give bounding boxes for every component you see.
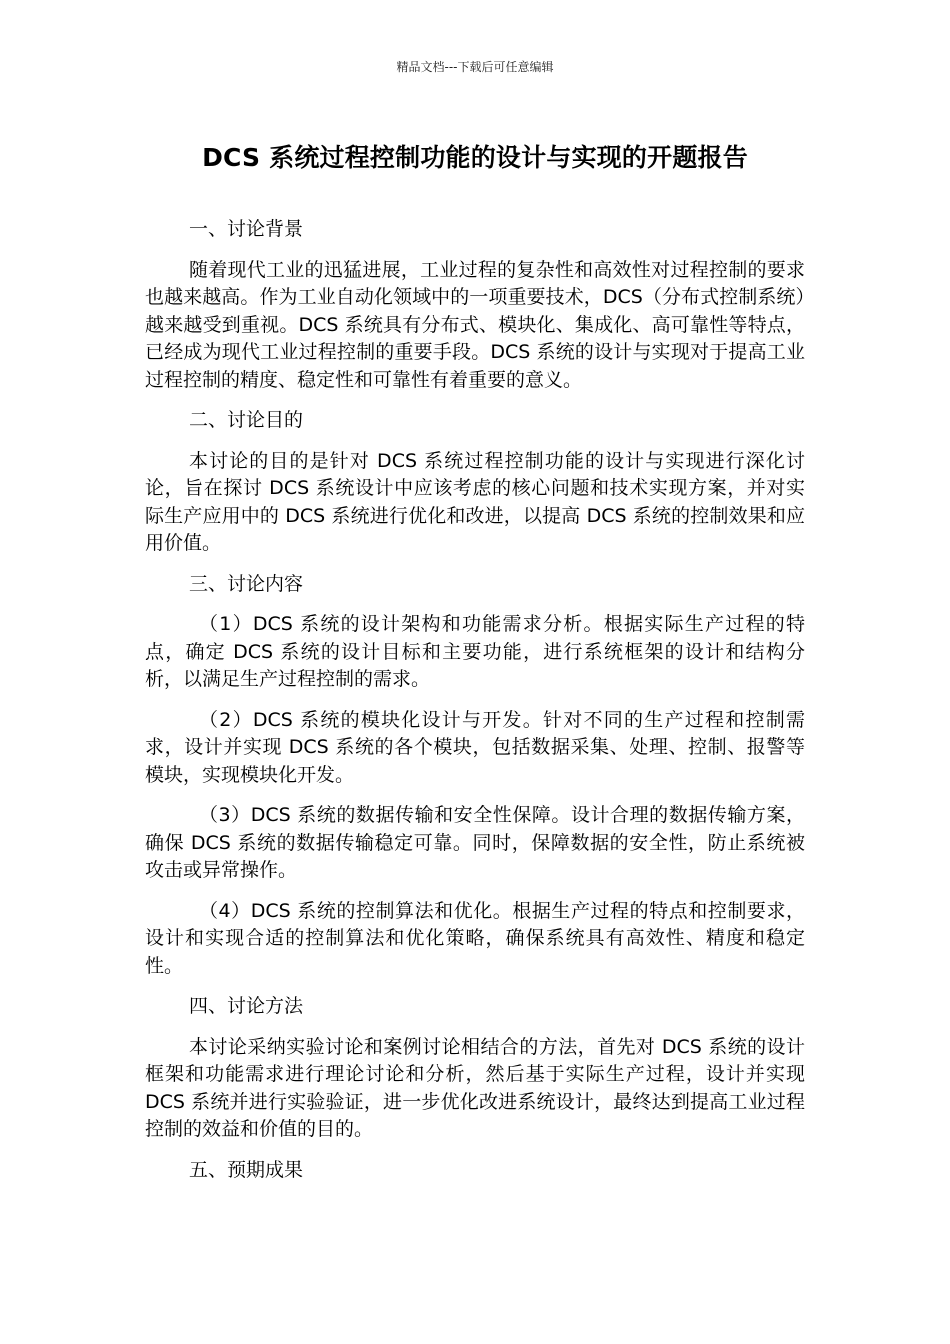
- content-item-4: （4）DCS 系统的控制算法和优化。根据生产过程的特点和控制要求，设计和实现合适的控制算法和优化策略，确保系统具有高效性、精度和稳定性。: [145, 899, 805, 977]
- purpose-paragraph: 本讨论的目的是针对 DCS 系统过程控制功能的设计与实现进行深化讨论，旨在探讨 DCS 系统设计中应该考虑的核心问题和技术实现方案，并对实际生产应用中的 DCS 系统进行优化和改进，以提高 DCS 系统的控制效果和应用价值。: [145, 449, 805, 554]
- method-paragraph: 本讨论采纳实验讨论和案例讨论相结合的方法，首先对 DCS 系统的设计框架和功能需求进行理论讨论和分析，然后基于实际生产过程，设计并实现 DCS 系统并进行实验验证，进一步优化改进系统设计，最终达到提高工业过程控制的效益和价值的目的。: [145, 1035, 805, 1140]
- content-item-3: （3）DCS 系统的数据传输和安全性保障。设计合理的数据传输方案，确保 DCS 系统的数据传输稳定可靠。同时，保障数据的安全性，防止系统被攻击或异常操作。: [145, 804, 805, 881]
- section-heading-content: 三、讨论内容: [189, 572, 304, 595]
- content-item-1: （1）DCS 系统的设计架构和功能需求分析。根据实际生产过程的特点，确定 DCS 系统的设计目标和主要功能，进行系统框架的设计和结构分析，以满足生产过程控制的需求。: [145, 613, 805, 690]
- section-heading-expected-results: 五、预期成果: [189, 1158, 304, 1181]
- document-body: [145, 216, 805, 1197]
- section-heading-method: 四、讨论方法: [189, 995, 304, 1017]
- background-paragraph: 随着现代工业的迅猛进展，工业过程的复杂性和高效性对过程控制的要求也越来越高。作为工业自动化领域中的一项重要技术，DCS（分布式控制系统）越来越受到重视。DCS 系统具有分布式、模块化、集成化、高可靠性等特点，已经成为现代工业过程控制的重要手段。DCS 系统的设计与实现对于提高工业过程控制的精度、稳定性和可靠性有着重要的意义。: [145, 258, 805, 391]
- section-heading-background: 一、讨论背景: [189, 218, 304, 240]
- header-note: 精品文档---下载后可任意编辑: [396, 60, 554, 74]
- content-item-2: （2）DCS 系统的模块化设计与开发。针对不同的生产过程和控制需求，设计并实现 DCS 系统的各个模块，包括数据采集、处理、控制、报警等模块，实现模块化开发。: [145, 708, 805, 786]
- section-heading-purpose: 二、讨论目的: [189, 409, 304, 431]
- document-title: DCS 系统过程控制功能的设计与实现的开题报告: [202, 143, 748, 172]
